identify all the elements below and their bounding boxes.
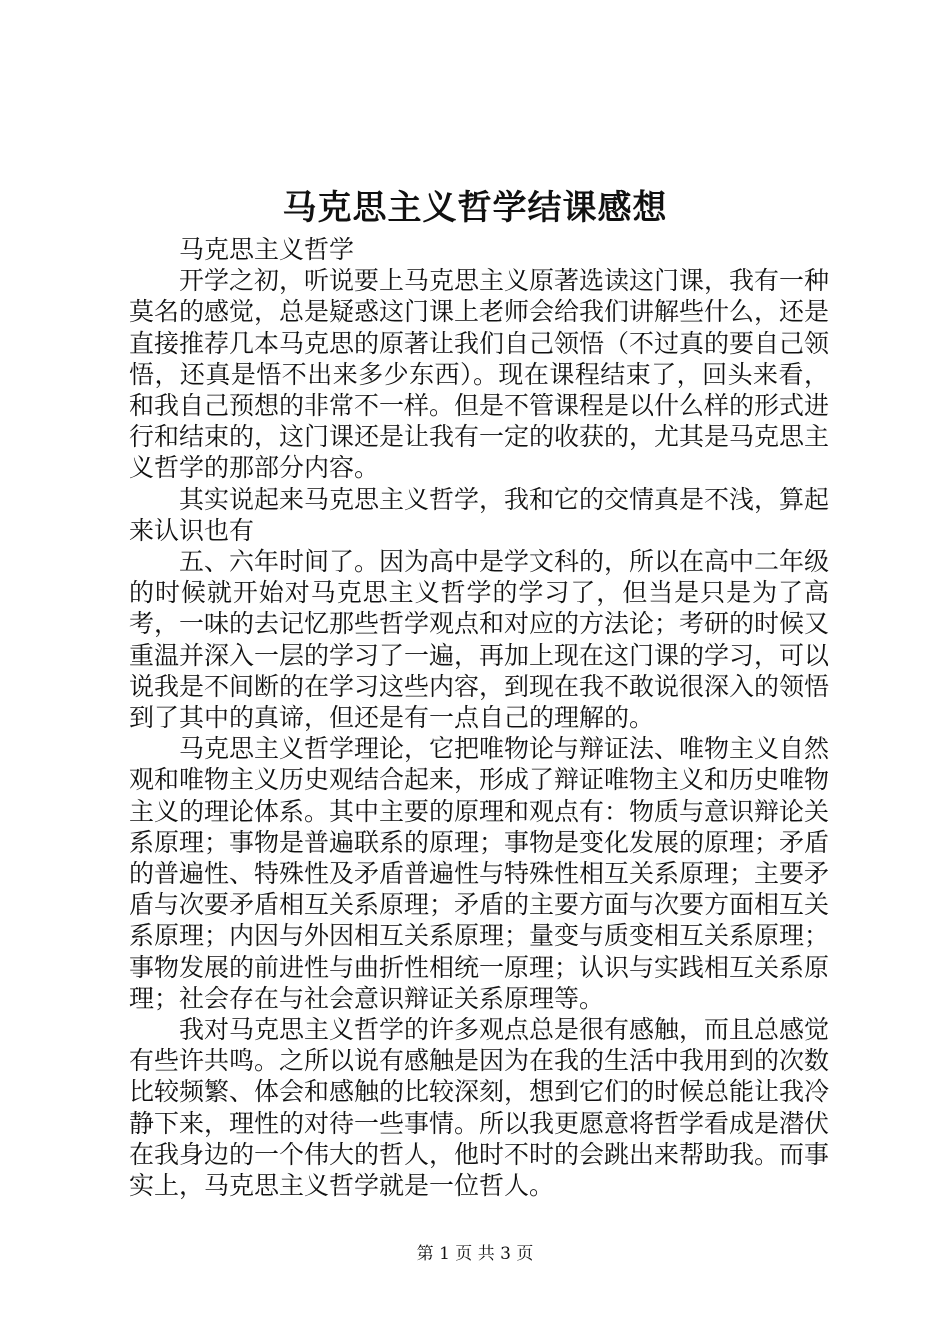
document-title: 马克思主义哲学结课感想 [282,188,668,228]
paragraph-3: 五、六年时间了。因为高中是学文科的，所以在高中二年级的时候就开始对马克思主义哲学的学习了，但当是只是为了高考，一味的去记忆那些哲学观点和对应的方法论；考研的时候又重温并深入一层的学习了一遍，再加上现在这门课的学习，可以说我是不间断的在学习这些内容，到现在我不敢说很深入的领悟到了其中的真谛，但还是有一点自己的理解的。 [129,547,830,733]
document-body [129,234,829,1201]
paragraph-4: 马克思主义哲学理论，它把唯物论与辩证法、唯物主义自然观和唯物主义历史观结合起来，形成了辩证唯物主义和历史唯物主义的理论体系。其中主要的原理和观点有：物质与意识辩论关系原理；事物是普遍联系的原理；事物是变化发展的原理；矛盾的普遍性、特殊性及矛盾普遍性与特殊性相互关系原理；主要矛盾与次要矛盾相互关系原理；矛盾的主要方面与次要方面相互关系原理；内因与外因相互关系原理；量变与质变相互关系原理；事物发展的前进性与曲折性相统一原理；认识与实践相互关系原理；社会存在与社会意识辩证关系原理等。 [129,734,830,1013]
paragraph-5: 我对马克思主义哲学的许多观点总是很有感触，而且总感觉有些许共鸣。之所以说有感触是因为在我的生活中我用到的次数比较频繁、体会和感触的比较深刻，想到它们的时候总能让我冷静下来，理性的对待一些事情。所以我更愿意将哲学看成是潜伏在我身边的一个伟大的哲人，他时不时的会跳出来帮助我。而事实上，马克思主义哲学就是一位哲人。 [129,1015,830,1201]
paragraph-subtitle: 马克思主义哲学 [179,235,355,264]
paragraph-2: 其实说起来马克思主义哲学，我和它的交情真是不浅，算起来认识也有 [129,484,830,545]
page-footer: 第 1 页 共 3 页 [416,1244,534,1264]
paragraph-1: 开学之初，听说要上马克思主义原著选读这门课，我有一种莫名的感觉，总是疑惑这门课上老师会给我们讲解些什么，还是直接推荐几本马克思的原著让我们自己领悟（不过真的要自己领悟，还真是悟不出来多少东西）。现在课程结束了，回头来看，和我自己预想的非常不一样。但是不管课程是以什么样的形式进行和结束的，这门课还是让我有一定的收获的，尤其是马克思主义哲学的那部分内容。 [129,266,830,483]
